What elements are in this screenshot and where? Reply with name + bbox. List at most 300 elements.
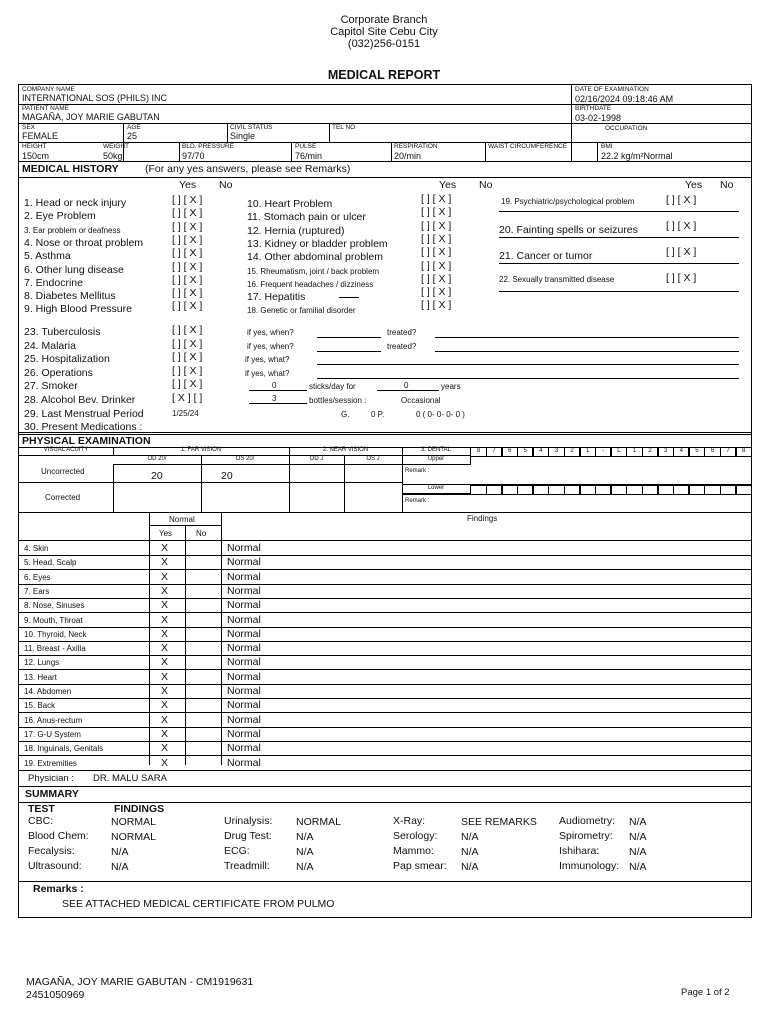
history-checkbox: [ ] [ X ] xyxy=(421,272,452,285)
history-checkbox: [ ] [ X ] xyxy=(172,233,203,246)
table-row-line xyxy=(19,598,751,599)
summary-test-label: Treadmill: xyxy=(224,860,270,872)
exam-row-label: 9. Mouth, Throat xyxy=(24,615,83,625)
exam-row-finding: Normal xyxy=(227,542,261,554)
dental-header: 3. DENTAL xyxy=(402,447,471,456)
exam-row-finding: Normal xyxy=(227,713,261,726)
if-yes-what-label: if yes, what? xyxy=(245,355,290,365)
history-subtitle: (For any yes answers, please see Remarks) xyxy=(145,163,351,175)
tooth-number: - xyxy=(595,447,612,457)
height-label: HEIGHT xyxy=(22,143,47,150)
history-checkbox: [ ] [ X ] xyxy=(666,272,697,284)
table-row-line xyxy=(19,669,751,670)
waist-label: WAIST CIRCUMFERENCE xyxy=(488,143,568,150)
visual-acuity-header: VISUAL ACUITY xyxy=(19,447,114,456)
if-yes-when-label: if yes, when? xyxy=(247,328,294,337)
tooth-number: 6 xyxy=(704,447,721,457)
table-row-line xyxy=(19,655,751,656)
treated-label: treated? xyxy=(387,328,417,337)
upper-label: Upper xyxy=(402,456,471,465)
history-item: 10. Heart Problem xyxy=(247,198,333,210)
grid-line xyxy=(402,464,403,512)
tooth-box-lower xyxy=(501,485,518,495)
tooth-number: 5 xyxy=(688,447,705,457)
exam-row-finding: Normal xyxy=(227,642,261,655)
history-checkbox: [ ] [ X ] xyxy=(421,299,452,312)
history-title: MEDICAL HISTORY xyxy=(22,163,119,175)
history-item: 12. Hernia (ruptured) xyxy=(247,224,345,237)
lower-label: Lower xyxy=(402,485,471,494)
exam-row-label: 12. Lungs xyxy=(24,658,60,668)
findings-header: Findings xyxy=(467,514,498,523)
history-checkbox: [ ] [ X ] xyxy=(172,300,203,313)
tooth-box-lower xyxy=(720,485,737,495)
exam-row-yes-mark: X xyxy=(161,627,169,640)
pulse: 76/min xyxy=(295,151,323,161)
summary-test-header: TEST xyxy=(28,803,55,815)
respiration-label: RESPIRATION xyxy=(394,143,438,150)
if-yes-what-label: if yes, what? xyxy=(245,368,290,378)
no-header: No xyxy=(196,529,207,538)
table-row-line xyxy=(19,698,751,699)
exam-row-finding: Normal xyxy=(227,685,261,697)
weight: 50kg xyxy=(103,151,123,161)
tooth-box-lower xyxy=(642,485,659,495)
exam-row-finding: Normal xyxy=(227,570,261,583)
exam-row-finding: Normal xyxy=(227,584,261,597)
tooth-box-lower xyxy=(532,485,549,495)
history-item: 29. Last Menstrual Period xyxy=(24,407,144,420)
occupation-label: OCCUPATION xyxy=(605,125,648,132)
summary-test-label: Pap smear: xyxy=(393,860,447,872)
grid-line xyxy=(201,464,202,512)
table-row-line xyxy=(19,641,751,642)
tooth-box-lower xyxy=(548,485,565,495)
answer-line xyxy=(377,390,439,391)
history-checkbox: [ ] [ X ] xyxy=(172,207,203,220)
summary-test-result: NORMAL xyxy=(111,831,156,843)
history-checkbox: [ ] [ X ] xyxy=(666,220,697,232)
answer-line xyxy=(499,291,739,292)
exam-row-finding: Normal xyxy=(227,656,261,669)
history-item: 30. Present Medications : xyxy=(24,421,143,434)
history-item: 6. Other lung disease xyxy=(24,263,124,276)
tooth-box-lower xyxy=(626,485,643,495)
tooth-box-lower xyxy=(673,485,690,495)
no-header-1: No xyxy=(219,179,233,191)
exam-row-yes-mark: X xyxy=(161,570,169,583)
corrected-label: Corrected xyxy=(45,493,81,502)
far-od-value: 20 xyxy=(151,470,163,482)
history-checkbox: [ ] [ X ] xyxy=(172,351,203,364)
treated-label: treated? xyxy=(387,341,417,351)
exam-row-label: 16. Anus-rectum xyxy=(24,715,83,725)
summary-test-result: N/A xyxy=(461,846,479,858)
summary-test-label: Ishihara: xyxy=(559,845,600,857)
far-os-value: 20 xyxy=(221,470,233,482)
report-title: MEDICAL REPORT xyxy=(327,68,441,82)
tooth-box-lower xyxy=(564,485,581,495)
if-yes-when-label: if yes, when? xyxy=(247,341,294,351)
history-checkbox: [ ] [ X ] xyxy=(421,246,452,259)
exam-row-label: 5. Head, Scalp xyxy=(24,558,77,568)
exam-row-label: 4. Skin xyxy=(24,544,49,553)
divider xyxy=(19,432,751,433)
physician-label: Physician : xyxy=(28,773,74,784)
birthdate: 03-02-1998 xyxy=(575,113,622,123)
exam-row-yes-mark: X xyxy=(161,599,169,612)
weight-label: WEIGHT xyxy=(103,143,129,150)
exam-row-yes-mark: X xyxy=(161,584,169,597)
upper-remark-label: Remark : xyxy=(405,468,430,474)
history-item: 18. Genetic or familial disorder xyxy=(247,306,356,316)
sex: FEMALE xyxy=(22,131,59,141)
history-checkbox: [ ] [ X ] xyxy=(421,286,452,299)
birthdate-label: BIRTHDATE xyxy=(575,105,612,112)
physical-title: PHYSICAL EXAMINATION xyxy=(22,435,151,447)
civil-status: Single xyxy=(230,131,256,141)
tooth-box-lower xyxy=(595,485,612,495)
years-value: 0 xyxy=(404,381,409,391)
near-vision-header: 2. NEAR VISION xyxy=(289,447,403,456)
exam-row-label: 7. Ears xyxy=(24,586,50,596)
history-checkbox: [ ] [ X ] xyxy=(172,324,203,336)
table-row-line xyxy=(19,727,751,728)
exam-row-finding: Normal xyxy=(227,756,261,769)
exam-row-yes-mark: X xyxy=(161,542,169,554)
tooth-number: 6 xyxy=(501,447,518,457)
tooth-box-lower xyxy=(470,485,487,495)
tooth-number: L xyxy=(610,447,627,457)
company-name: INTERNATIONAL SOS (PHILS) INC xyxy=(22,93,168,103)
table-row-line xyxy=(19,712,751,713)
table-row-line xyxy=(19,770,751,771)
table-row-line xyxy=(19,555,751,556)
exam-row-finding: Normal xyxy=(227,742,261,755)
age: 25 xyxy=(127,131,138,141)
summary-test-label: Blood Chem: xyxy=(28,830,89,842)
patient-label: PATIENT NAME xyxy=(22,105,69,112)
history-checkbox: [ ] [ X ] xyxy=(172,260,203,273)
exam-row-yes-mark: X xyxy=(161,713,169,726)
yes-header-1: Yes xyxy=(179,179,197,191)
summary-test-result: N/A xyxy=(461,831,479,843)
tooth-number: 2 xyxy=(642,447,659,457)
exam-row-finding: Normal xyxy=(227,627,261,640)
tooth-box-lower xyxy=(486,485,503,495)
exam-row-yes-mark: X xyxy=(161,670,169,683)
tooth-number: 1 xyxy=(626,447,643,457)
company-label: COMPANY NAME xyxy=(22,86,75,93)
years-label: years xyxy=(441,382,461,392)
exam-row-finding: Normal xyxy=(227,670,261,683)
summary-test-label: Audiometry: xyxy=(559,815,616,827)
summary-test-result: N/A xyxy=(296,831,314,843)
summary-test-label: CBC: xyxy=(28,815,54,827)
exam-row-finding: Normal xyxy=(227,727,261,740)
history-item: 21. Cancer or tumor xyxy=(499,250,593,262)
exam-row-finding: Normal xyxy=(227,556,261,569)
exam-row-label: 11. Breast - Axilla xyxy=(24,644,86,654)
tooth-box-lower xyxy=(579,485,596,495)
history-item: 13. Kidney or bladder problem xyxy=(247,237,388,250)
history-checkbox: [ ] [ X ] xyxy=(666,246,697,258)
history-item: 20. Fainting spells or seizures xyxy=(499,224,638,236)
summary-test-result: N/A xyxy=(111,846,129,858)
history-item: 22. Sexually transmitted disease xyxy=(499,275,615,284)
summary-test-label: Ultrasound: xyxy=(28,860,82,872)
grid-line xyxy=(113,464,114,512)
grid-line xyxy=(344,464,345,512)
summary-test-result: N/A xyxy=(296,861,314,873)
summary-test-result: N/A xyxy=(296,846,314,858)
alcohol-frequency: Occasional xyxy=(401,396,441,405)
history-item: 8. Diabetes Mellitus xyxy=(24,290,116,303)
respiration: 20/min xyxy=(394,151,422,161)
far-od-header: OD 20/ xyxy=(113,456,202,465)
exam-row-finding: Normal xyxy=(227,599,261,612)
history-item: 25. Hospitalization xyxy=(24,353,110,366)
grid-line xyxy=(149,525,221,526)
summary-test-result: NORMAL xyxy=(111,816,156,828)
exam-row-yes-mark: X xyxy=(161,756,169,769)
history-checkbox: [ ] [ X ] xyxy=(421,259,452,272)
answer-line xyxy=(317,364,739,365)
history-checkbox: [ ] [ X ] xyxy=(666,194,697,206)
grid-line xyxy=(289,464,290,512)
grid-line xyxy=(19,482,402,483)
exam-row-label: 19. Extremities xyxy=(24,758,77,768)
summary-test-label: Immunology: xyxy=(559,860,620,872)
summary-test-result: NORMAL xyxy=(296,816,341,828)
branch-name: Corporate Branch xyxy=(340,14,428,26)
bottles-label: bottles/session : xyxy=(309,396,367,405)
history-item: 2. Eye Problem xyxy=(24,210,96,223)
exam-row-label: 17. G-U System xyxy=(24,729,81,739)
exam-row-label: 15. Back xyxy=(24,701,56,711)
footer-id: 2451050969 xyxy=(26,989,85,1001)
tooth-box-lower xyxy=(735,485,752,495)
tooth-number: 4 xyxy=(532,447,549,457)
bmi: 22.2 kg/m²Normal xyxy=(601,151,673,161)
exam-row-label: 6. Eyes xyxy=(24,572,51,582)
tooth-number: 8 xyxy=(470,447,487,457)
history-item: 5. Asthma xyxy=(24,250,71,263)
tooth-number: 4 xyxy=(673,447,690,457)
summary-test-label: ECG: xyxy=(224,845,250,857)
civil-status-label: CIVIL STATUS xyxy=(230,124,273,131)
footer-name: MAGAÑA, JOY MARIE GABUTAN - CM1919631 xyxy=(26,976,254,988)
far-vision-header: 1. FAR VISION xyxy=(113,447,290,456)
history-item: 14. Other abdominal problem xyxy=(247,251,383,264)
tooth-number: 3 xyxy=(657,447,674,457)
hepatitis-blank-line xyxy=(339,297,359,298)
history-item: 15. Rheumatism, joint / back problem xyxy=(247,266,380,276)
summary-test-label: Urinalysis: xyxy=(224,815,273,827)
normal-header: Normal xyxy=(169,515,195,524)
answer-line xyxy=(317,351,381,352)
no-header-2: No xyxy=(479,179,493,191)
exam-row-yes-mark: X xyxy=(161,556,169,569)
history-checkbox: [ ] [ X ] xyxy=(172,220,203,233)
history-checkbox: [ ] [ X ] xyxy=(172,194,203,206)
yes-header-2: Yes xyxy=(439,179,457,191)
para-label: 0 P. xyxy=(371,409,385,419)
tooth-number: 2 xyxy=(564,447,581,457)
table-row-line xyxy=(19,584,751,585)
tooth-number: 7 xyxy=(486,447,503,457)
exam-row-yes-mark: X xyxy=(161,613,169,626)
answer-line xyxy=(499,263,739,264)
summary-test-label: X-Ray: xyxy=(393,815,426,827)
answer-line xyxy=(499,211,739,212)
grid-line xyxy=(19,540,751,541)
exam-row-label: 13. Heart xyxy=(24,672,57,682)
bmi-label: BMI xyxy=(601,143,613,150)
exam-row-finding: Normal xyxy=(227,699,261,712)
exam-row-label: 14. Abdomen xyxy=(24,687,72,696)
tooth-number: 3 xyxy=(548,447,565,457)
exam-row-yes-mark: X xyxy=(161,742,169,755)
table-row-line xyxy=(19,684,751,685)
summary-test-label: Serology: xyxy=(393,830,438,842)
history-item: 7. Endocrine xyxy=(24,276,83,289)
tooth-box-lower xyxy=(657,485,674,495)
alcohol-checkbox: [ X ] [ ] xyxy=(172,392,203,404)
page-number: Page 1 of 2 xyxy=(681,987,730,998)
history-item: 11. Stomach pain or ulcer xyxy=(247,211,366,224)
gravida-label: G. xyxy=(341,409,350,419)
tooth-number: 8 xyxy=(735,447,752,457)
summary-test-result: SEE REMARKS xyxy=(461,816,537,828)
sticks-value: 0 xyxy=(272,381,277,391)
history-item: 28. Alcohol Bev. Drinker xyxy=(24,394,136,406)
answer-line xyxy=(249,390,307,391)
patient-name: MAGAÑA, JOY MARIE GABUTAN xyxy=(22,112,160,122)
answer-line xyxy=(435,351,739,352)
summary-test-label: Drug Test: xyxy=(224,830,272,842)
exam-row-label: 8. Nose, Sinuses xyxy=(24,601,85,611)
summary-title: SUMMARY xyxy=(25,788,79,800)
exam-row-yes-mark: X xyxy=(161,727,169,740)
table-row-line xyxy=(19,627,751,628)
history-checkbox: [ ] [ X ] xyxy=(172,364,203,377)
table-row-line xyxy=(19,755,751,756)
exam-date-label: DATE OF EXAMINATION xyxy=(575,86,649,93)
summary-test-result: N/A xyxy=(629,816,647,828)
history-item: 4. Nose or throat problem xyxy=(24,236,144,249)
summary-test-result: N/A xyxy=(461,861,479,873)
bp-label: BLD. PRESSURE xyxy=(182,143,235,150)
tel-label: TEL NO xyxy=(332,124,356,131)
summary-test-result: N/A xyxy=(629,861,647,873)
branch-phone: (032)256-0151 xyxy=(347,38,421,50)
history-item: 19. Psychiatric/psychological problem xyxy=(501,197,635,206)
height: 150cm xyxy=(22,151,50,161)
history-checkbox: [ ] [ X ] xyxy=(421,193,452,205)
summary-test-label: Mammo: xyxy=(393,845,434,857)
history-item: 24. Malaria xyxy=(24,339,76,352)
summary-test-result: N/A xyxy=(629,831,647,843)
lower-remark-label: Remark : xyxy=(405,498,430,504)
exam-row-label: 18. Inguinals, Genitals xyxy=(24,744,104,754)
history-checkbox: [ ] [ X ] xyxy=(172,273,203,286)
table-row-line xyxy=(19,569,751,570)
history-item: 17. Hepatitis xyxy=(247,291,306,304)
no-header-3: No xyxy=(720,179,734,191)
bottles-value: 3 xyxy=(272,394,277,403)
history-item: 27. Smoker xyxy=(24,380,78,393)
tooth-box-lower xyxy=(517,485,534,495)
near-os-header: OS J xyxy=(344,456,403,465)
history-checkbox: [ ] [ X ] xyxy=(172,247,203,260)
history-checkbox: [ ] [ X ] xyxy=(421,206,452,219)
summary-test-label: Fecalysis: xyxy=(28,845,75,857)
summary-findings-header: FINDINGS xyxy=(114,803,165,815)
history-item: 23. Tuberculosis xyxy=(24,326,101,338)
report-frame xyxy=(18,84,752,918)
summary-test-label: Spirometry: xyxy=(559,830,613,842)
answer-line xyxy=(317,337,381,338)
yes-header: Yes xyxy=(159,529,173,538)
lmp-date: 1/25/24 xyxy=(172,408,199,418)
remarks-label: Remarks : xyxy=(33,883,84,895)
bp: 97/70 xyxy=(182,151,205,161)
history-checkbox: [ ] [ X ] xyxy=(421,219,452,232)
sticks-label: sticks/day for xyxy=(309,382,356,392)
uncorrected-label: Uncorrected xyxy=(41,467,85,476)
age-label: AGE xyxy=(127,124,141,131)
obstetric-score: 0 ( 0- 0- 0- 0 ) xyxy=(416,409,465,419)
history-checkbox: [ ] [ X ] xyxy=(421,232,452,245)
remarks-text: SEE ATTACHED MEDICAL CERTIFICATE FROM PULMO xyxy=(62,898,335,910)
table-row-line xyxy=(19,612,751,613)
exam-row-label: 10. Thyroid, Neck xyxy=(24,629,87,639)
tooth-number: 5 xyxy=(517,447,534,457)
history-item: 1. Head or neck injury xyxy=(24,197,127,209)
summary-test-result: N/A xyxy=(629,846,647,858)
tooth-box-lower xyxy=(610,485,627,495)
history-item: 3. Ear problem or deafness xyxy=(24,225,121,235)
exam-row-yes-mark: X xyxy=(161,656,169,669)
answer-line xyxy=(317,378,739,379)
pulse-label: PULSE xyxy=(295,143,317,150)
table-row-line xyxy=(19,741,751,742)
history-checkbox: [ ] [ X ] xyxy=(172,378,203,391)
far-os-header: OS 20/ xyxy=(201,456,290,465)
near-od-header: OD J xyxy=(289,456,345,465)
tooth-box-lower xyxy=(688,485,705,495)
history-checkbox: [ ] [ X ] xyxy=(172,287,203,300)
answer-line xyxy=(435,337,739,338)
exam-row-yes-mark: X xyxy=(161,642,169,655)
sex-label: SEX xyxy=(22,124,36,131)
yes-header-3: Yes xyxy=(685,179,703,191)
exam-row-finding: Normal xyxy=(227,613,261,626)
history-item: 26. Operations xyxy=(24,366,93,379)
history-item: 16. Frequent headaches / dizziness xyxy=(247,279,374,289)
tooth-box-lower xyxy=(704,485,721,495)
tooth-number: 1 xyxy=(579,447,596,457)
grid-line xyxy=(185,525,186,765)
answer-line xyxy=(249,403,307,404)
summary-test-result: N/A xyxy=(111,861,129,873)
exam-row-yes-mark: X xyxy=(161,699,169,712)
history-item: 9. High Blood Pressure xyxy=(24,303,132,316)
tooth-number: 7 xyxy=(720,447,737,457)
exam-row-yes-mark: X xyxy=(161,685,169,697)
exam-date: 02/16/2024 09:18:46 AM xyxy=(575,94,674,104)
